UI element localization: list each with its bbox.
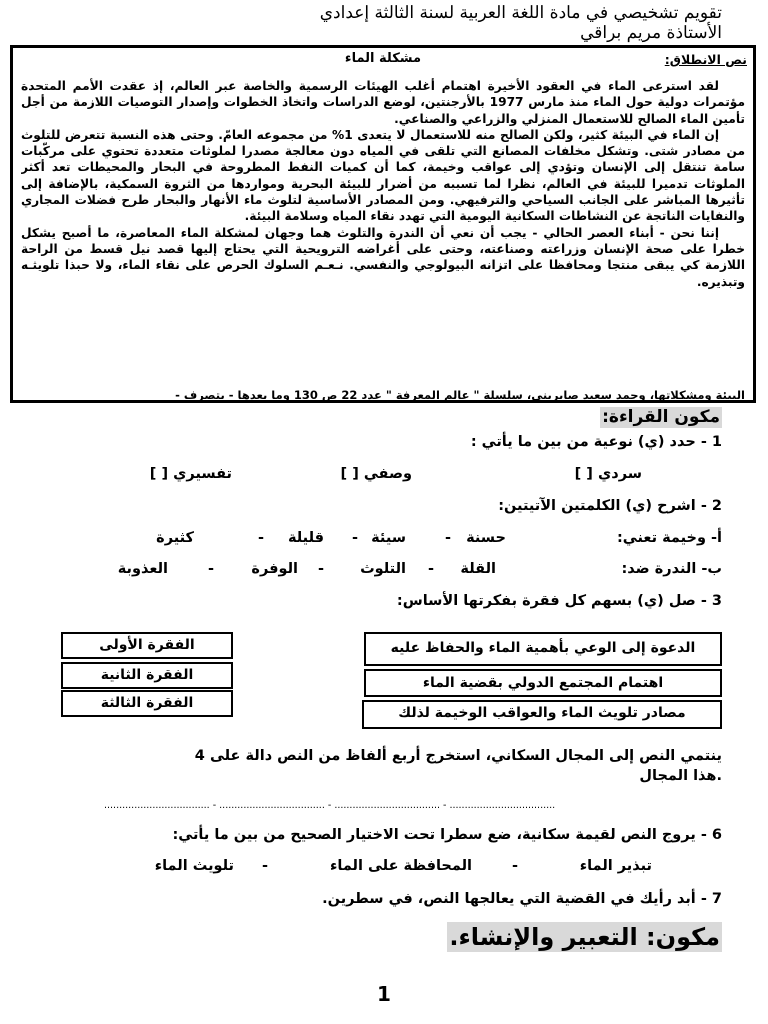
q2a-label: أ- وخيمة تعني: [617,530,722,546]
q2b-separator: - [317,561,324,577]
q2a-option-little: قليلة [287,530,324,546]
q2b-option-scarcity: القلة [460,561,496,577]
q2b-option-freshness: العذوبة [117,561,168,577]
q2a-separator: - [257,530,264,546]
passage-paragraph-3: إننا نحن - أبناء العصر الحالي - يجب أن نعي أن الندرة والتلوث هما وجهان لمشكلة الماء المعاصرة، ما أصبح يشكل خطرا على صحة الإنسان وزراعته وصناعته، وحتى على أغراضه الترويحية التي يحتاج إليها قصد نيل قسط من الراحة اللازمة كي يبقى منتجا ومحافظا على اتزانه البيولوجي والنفسي. نـعـم السلوك الحرص على نقاء الماء، ولا حبذا تلويثـه وتبذيره. [21,225,745,289]
teacher-name: الأستاذة مريم براقي [580,23,722,43]
reading-section-title: مكون القراءة: [602,407,720,427]
passage-source: البيئة ومشكلاتها، وحمد سعيد صابريني، سلسلة " عالم المعرفة " عدد 22 ص 130 وما بعدها - بتصرف - [175,388,745,401]
q6-option-wasting[interactable]: تبذير الماء [579,858,652,874]
q3-idea-2: اهتمام المجتمع الدولي بقضية الماء [422,675,664,691]
q3-idea-1-box[interactable] [364,632,722,666]
passage-start-label: نص الانطلاق: [664,52,747,67]
passage-box [10,45,756,403]
q2b-label: ب- الندرة ضد: [621,561,722,577]
q3-idea-1: الدعوة إلى الوعي بأهمية الماء والحفاظ عليه [390,640,696,656]
q2a-separator: - [351,530,358,546]
question-4-line-2: .هذا المجال [639,768,722,784]
q3-idea-3: مصادر تلويث الماء والعواقب الوخيمة لذلك [398,705,686,721]
q1-option-explanatory: تفسيري [ ] [149,466,232,482]
q3-paragraph-3: الفقرة الثالثة [100,695,194,711]
question-1: 1 - حدد (ي) نوعية من بين ما يأتي : [470,434,722,450]
q3-paragraph-2: الفقرة الثانية [100,667,194,683]
q2a-separator: - [444,530,451,546]
q2a-option-good: حسنة [466,530,506,546]
q6-option-polluting[interactable]: تلويث الماء [154,858,234,874]
q3-paragraph-1: الفقرة الأولى [99,637,195,653]
q2b-option-abundance: الوفرة [251,561,298,577]
writing-section-title: مكون: التعبير والإنشاء. [449,923,720,951]
page-number: 1 [377,982,391,1006]
question-3: 3 - صل (ي) بسهم كل فقرة بفكرتها الأساس: [396,593,722,609]
q6-separator: - [261,858,268,874]
q2b-separator: - [207,561,214,577]
exam-title: تقويم تشخيصي في مادة اللغة العربية لسنة الثالثة إعدادي [319,3,722,23]
question-2: 2 - اشرح (ي) الكلمتين الآتيتين: [498,498,722,514]
q4-answer-blanks[interactable]: ................................... - ................................... - ................................... - ................................... [104,800,556,811]
passage-title: مشكلة الماء [344,51,422,66]
q6-separator: - [511,858,518,874]
q3-paragraph-1-box[interactable] [61,632,233,659]
q3-paragraph-2-box[interactable] [61,662,233,689]
question-4-line-1: ينتمي النص إلى المجال السكاني، استخرج أربع ألفاظ من النص دالة على 4 [194,748,722,764]
q3-idea-3-box[interactable] [362,700,722,729]
q3-paragraph-3-box[interactable] [61,690,233,717]
q2b-option-pollution: التلوث [360,561,406,577]
q6-option-preserving[interactable]: المحافظة على الماء [329,858,472,874]
passage-paragraph-1: لقد استرعى الماء في العقود الأخيرة اهتمام أغلب الهيئات الرسمية والخاصة عبر العالم، إذ عقدت الأمم المتحدة مؤتمرات دولية حول الماء منذ مارس 1977 بالأرجنتين، لوضع الدراسات واتخاذ الخطوات وإصدار التوصيات اللازمة من أجل تأمين الماء الصالح للاستعمال المنزلي والزراعي والصناعي. [21,79,745,126]
question-7: 7 - أبد رأيك في القضية التي يعالجها النص، في سطرين. [322,891,722,907]
q1-option-descriptive: وصفي [ ] [340,466,412,482]
q2a-option-many: كثيرة [156,530,194,546]
passage-body [21,78,745,390]
passage-paragraph-2: إن الماء في البيئة كثير، ولكن الصالح منه للاستعمال لا يتعدى 1% من مجموعه العامّ. وحتى هذه النسبة تتعرض للتلوث من مصادر شتى. وتشكل مخلفات المصانع التي تلقى في المياه دون معالجة مصدرا لملوثات متعددة تحتوي على مركّبات سامة تنتقل إلى الإنسان وتؤدي إلى عواقب وخيمة، كما أن كميات النفط المطروحة في البحار والمحيطات تعد أكثر الملوثات تدميرا للبيئة في العالم، نظرا لما تسببه من أضرار للبيئة البحرية ومواردها من الثروة السمكية، بالإضافة إلى تأثيرها المباشر على الجانب السياحي والترفيهي. ومن المصادر الأساسية لتلوث ماء الأنهار والبحار طرح فضلات المجاري والنفايات الناتجة عن النشاطات السكانية اليومية التي تهدد نقاء المياه وسلامة البيئة. [21,127,745,224]
q2b-separator: - [427,561,434,577]
q3-idea-2-box[interactable] [364,669,722,697]
q2a-option-bad: سيئة [371,530,406,546]
question-6: 6 - يروج النص لقيمة سكانية، ضع سطرا تحت الاختيار الصحيح من بين ما يأتي: [172,827,722,843]
q1-option-narrative: سردي [ ] [574,466,642,482]
